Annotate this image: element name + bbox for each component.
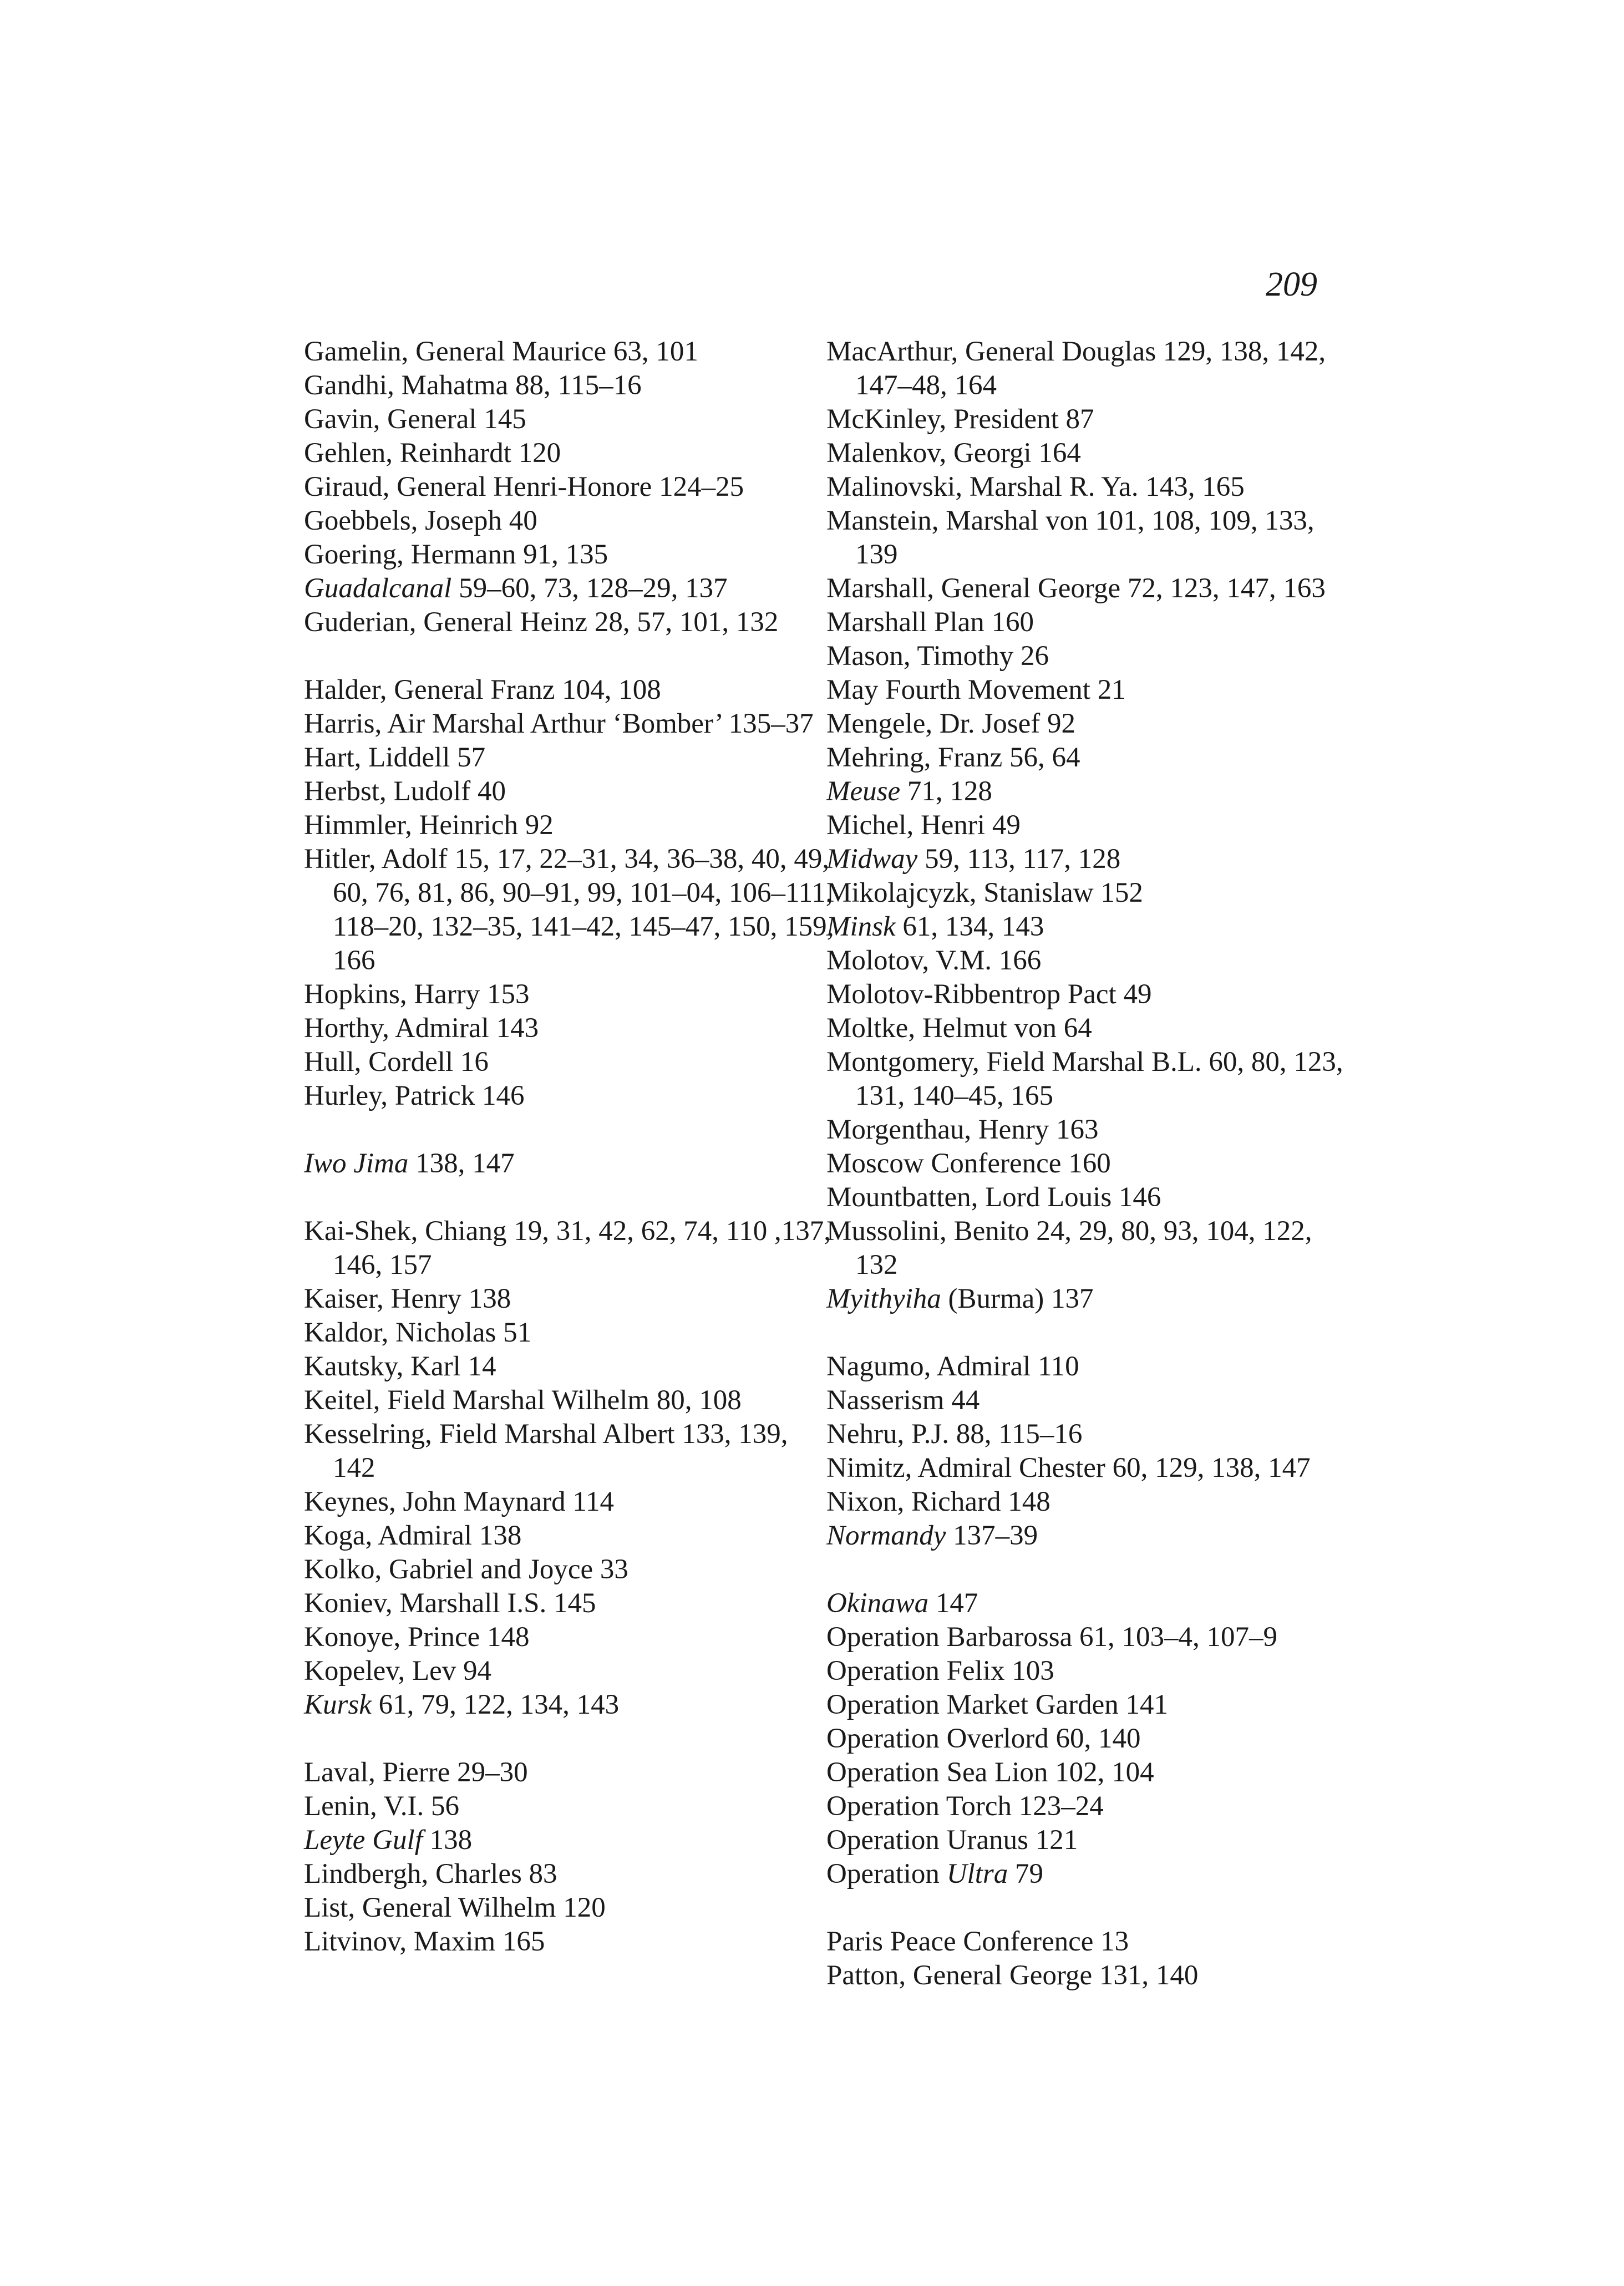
entry-text: Operation Uranus 121 bbox=[826, 1825, 1078, 1856]
entry-text: 61, 79, 122, 134, 143 bbox=[371, 1689, 620, 1720]
entry-text: Guderian, General Heinz 28, 57, 101, 132 bbox=[304, 607, 779, 638]
entry-text: Nasserism 44 bbox=[826, 1385, 980, 1416]
entry-text: 61, 134, 143 bbox=[895, 911, 1044, 942]
index-entry bbox=[826, 1756, 1359, 1790]
index-entry bbox=[304, 1925, 836, 1959]
index-entry bbox=[304, 403, 836, 436]
index-entry bbox=[304, 1384, 836, 1418]
entry-text: Hopkins, Harry 153 bbox=[304, 979, 530, 1010]
index-entry bbox=[826, 1790, 1359, 1823]
index-entry bbox=[304, 1079, 836, 1113]
index-entry bbox=[304, 1823, 836, 1857]
index-entry bbox=[826, 606, 1359, 639]
index-entry bbox=[304, 1215, 836, 1282]
index-entry bbox=[826, 639, 1359, 673]
index-section-gap bbox=[304, 639, 836, 673]
entry-text: Kautsky, Karl 14 bbox=[304, 1351, 496, 1382]
index-entry bbox=[304, 436, 836, 470]
index-entry bbox=[826, 403, 1359, 436]
entry-text: Kai-Shek, Chiang 19, 31, 42, 62, 74, 110 ,137, 146, 157 bbox=[304, 1216, 831, 1281]
entry-pages: 79 bbox=[1008, 1858, 1043, 1889]
entry-italic-term: Guadalcanal bbox=[304, 573, 452, 604]
index-entry bbox=[304, 504, 836, 538]
index-entry bbox=[304, 741, 836, 775]
entry-text: Moscow Conference 160 bbox=[826, 1148, 1111, 1179]
entry-text: Nimitz, Admiral Chester 60, 129, 138, 147 bbox=[826, 1452, 1311, 1484]
entry-italic-term: Kursk bbox=[304, 1689, 372, 1720]
entry-text: Mountbatten, Lord Louis 146 bbox=[826, 1182, 1161, 1213]
entry-text: Gehlen, Reinhardt 120 bbox=[304, 438, 561, 469]
page-number: 209 bbox=[1266, 266, 1317, 303]
entry-italic-term: Okinawa bbox=[826, 1588, 929, 1619]
entry-text: Nixon, Richard 148 bbox=[826, 1486, 1050, 1517]
entry-italic-term: Minsk bbox=[826, 911, 896, 942]
entry-text: Mengele, Dr. Josef 92 bbox=[826, 708, 1075, 739]
entry-text: Moltke, Helmut von 64 bbox=[826, 1013, 1092, 1044]
entry-text: Mussolini, Benito 24, 29, 80, 93, 104, 122, 132 bbox=[826, 1216, 1312, 1281]
index-entry bbox=[826, 1688, 1359, 1722]
index-entry bbox=[304, 470, 836, 504]
entry-text: Operation Overlord 60, 140 bbox=[826, 1723, 1141, 1754]
index-entry bbox=[304, 707, 836, 741]
index-entry bbox=[826, 1045, 1359, 1113]
entry-text: Lenin, V.I. 56 bbox=[304, 1791, 460, 1822]
index-entry bbox=[304, 1620, 836, 1654]
entry-italic-term: Meuse bbox=[826, 776, 901, 807]
index-entry bbox=[826, 470, 1359, 504]
index-entry bbox=[826, 1654, 1359, 1688]
entry-text: Manstein, Marshal von 101, 108, 109, 133, 139 bbox=[826, 505, 1315, 570]
entry-text: Litvinov, Maxim 165 bbox=[304, 1926, 545, 1957]
entry-text: 138, 147 bbox=[408, 1148, 515, 1179]
entry-text: 71, 128 bbox=[900, 776, 992, 807]
index-entry bbox=[826, 1857, 1359, 1891]
index-entry bbox=[304, 1790, 836, 1823]
entry-italic-term: Midway bbox=[826, 844, 918, 875]
entry-text: Operation Sea Lion 102, 104 bbox=[826, 1757, 1154, 1788]
entry-text: Keynes, John Maynard 114 bbox=[304, 1486, 615, 1517]
entry-text: Mehring, Franz 56, 64 bbox=[826, 742, 1080, 773]
index-entry bbox=[826, 842, 1359, 876]
index-entry bbox=[826, 1587, 1359, 1620]
index-entry bbox=[826, 910, 1359, 944]
entry-text: 59, 113, 117, 128 bbox=[917, 844, 1121, 875]
index-entry bbox=[826, 1451, 1359, 1485]
index-entry bbox=[826, 1215, 1359, 1282]
index-entry bbox=[826, 1722, 1359, 1756]
entry-text: MacArthur, General Douglas 129, 138, 142, 147–48, 164 bbox=[826, 336, 1326, 401]
index-entry bbox=[826, 978, 1359, 1012]
entry-text: Nagumo, Admiral 110 bbox=[826, 1351, 1079, 1382]
entry-text: Harris, Air Marshal Arthur ‘Bomber’ 135–37 bbox=[304, 708, 814, 739]
index-section-gap bbox=[826, 1891, 1359, 1925]
entry-text: Himmler, Heinrich 92 bbox=[304, 810, 554, 841]
index-entry bbox=[826, 809, 1359, 842]
index-entry bbox=[826, 1113, 1359, 1147]
entry-text: McKinley, President 87 bbox=[826, 404, 1094, 435]
index-entry bbox=[304, 1756, 836, 1790]
index-entry bbox=[304, 1654, 836, 1688]
index-entry bbox=[826, 436, 1359, 470]
entry-text: Keitel, Field Marshal Wilhelm 80, 108 bbox=[304, 1385, 742, 1416]
index-entry bbox=[826, 1012, 1359, 1045]
index-entry bbox=[826, 1384, 1359, 1418]
index-entry bbox=[826, 673, 1359, 707]
entry-text: Konoye, Prince 148 bbox=[304, 1622, 530, 1653]
index-entry bbox=[826, 775, 1359, 809]
entry-text: Patton, General George 131, 140 bbox=[826, 1960, 1199, 1991]
index-entry bbox=[304, 572, 836, 606]
entry-text: Malenkov, Georgi 164 bbox=[826, 438, 1081, 469]
entry-italic-term: Myithyiha bbox=[826, 1283, 941, 1314]
entry-text: Montgomery, Field Marshal B.L. 60, 80, 123, 131, 140–45, 165 bbox=[826, 1047, 1343, 1111]
entry-text: Gandhi, Mahatma 88, 115–16 bbox=[304, 370, 642, 401]
entry-text: Herbst, Ludolf 40 bbox=[304, 776, 506, 807]
entry-text: Michel, Henri 49 bbox=[826, 810, 1021, 841]
entry-text: Mason, Timothy 26 bbox=[826, 641, 1049, 672]
entry-text: Gavin, General 145 bbox=[304, 404, 526, 435]
index-entry bbox=[826, 1519, 1359, 1553]
entry-text: Kesselring, Field Marshal Albert 133, 139, 142 bbox=[304, 1419, 788, 1484]
index-entry bbox=[826, 504, 1359, 572]
entry-text: Giraud, General Henri-Honore 124–25 bbox=[304, 471, 744, 502]
index-entry bbox=[826, 876, 1359, 910]
entry-text: Malinovski, Marshal R. Ya. 143, 165 bbox=[826, 471, 1245, 502]
entry-term: Operation bbox=[826, 1858, 947, 1889]
index-entry bbox=[304, 1519, 836, 1553]
entry-text: Laval, Pierre 29–30 bbox=[304, 1757, 528, 1788]
index-entry bbox=[826, 572, 1359, 606]
index-entry bbox=[826, 1282, 1359, 1316]
index-entry bbox=[826, 1147, 1359, 1181]
index-entry bbox=[826, 1181, 1359, 1215]
index-section-gap bbox=[826, 1553, 1359, 1587]
entry-text: Hart, Liddell 57 bbox=[304, 742, 486, 773]
index-entry bbox=[826, 1925, 1359, 1959]
index-entry bbox=[304, 842, 836, 978]
entry-text: Operation Torch 123–24 bbox=[826, 1791, 1104, 1822]
index-column-right bbox=[826, 335, 1359, 1993]
index-entry bbox=[304, 1012, 836, 1045]
index-column-left bbox=[304, 335, 836, 1959]
index-section-gap bbox=[304, 1722, 836, 1756]
entry-italic-term: Normandy bbox=[826, 1520, 946, 1551]
index-entry bbox=[304, 1350, 836, 1384]
index-entry bbox=[826, 1620, 1359, 1654]
index-entry bbox=[826, 944, 1359, 978]
index-entry bbox=[826, 707, 1359, 741]
entry-text: Goebbels, Joseph 40 bbox=[304, 505, 537, 536]
entry-text: Operation Market Garden 141 bbox=[826, 1689, 1169, 1720]
entry-text: Halder, General Franz 104, 108 bbox=[304, 674, 661, 705]
entry-text: Kolko, Gabriel and Joyce 33 bbox=[304, 1554, 628, 1585]
entry-italic-term: Iwo Jima bbox=[304, 1148, 409, 1179]
entry-text: Morgenthau, Henry 163 bbox=[826, 1114, 1099, 1145]
index-entry bbox=[304, 1688, 836, 1722]
entry-text: Marshall Plan 160 bbox=[826, 607, 1034, 638]
index-entry bbox=[304, 1891, 836, 1925]
entry-italic-term: Leyte Gulf bbox=[304, 1825, 423, 1856]
entry-text: Hull, Cordell 16 bbox=[304, 1047, 489, 1078]
index-section-gap bbox=[826, 1316, 1359, 1350]
index-entry bbox=[304, 606, 836, 639]
index-entry bbox=[304, 1587, 836, 1620]
index-entry bbox=[304, 1857, 836, 1891]
index-entry bbox=[826, 1823, 1359, 1857]
entry-text: List, General Wilhelm 120 bbox=[304, 1892, 606, 1923]
entry-text: Gamelin, General Maurice 63, 101 bbox=[304, 336, 698, 367]
index-section-gap bbox=[304, 1181, 836, 1215]
index-entry bbox=[304, 1147, 836, 1181]
entry-text: Paris Peace Conference 13 bbox=[826, 1926, 1129, 1957]
entry-text: Lindbergh, Charles 83 bbox=[304, 1858, 557, 1889]
entry-italic-term: Ultra bbox=[946, 1858, 1008, 1889]
entry-text: Mikolajcyzk, Stanislaw 152 bbox=[826, 877, 1143, 908]
entry-text: Marshall, General George 72, 123, 147, 163 bbox=[826, 573, 1326, 604]
index-entry bbox=[304, 1316, 836, 1350]
index-entry bbox=[304, 1045, 836, 1079]
entry-text: 138 bbox=[422, 1825, 473, 1856]
index-entry bbox=[304, 775, 836, 809]
entry-text: Goering, Hermann 91, 135 bbox=[304, 539, 608, 570]
index-entry bbox=[304, 538, 836, 572]
index-entry bbox=[826, 1350, 1359, 1384]
index-entry bbox=[826, 1485, 1359, 1519]
entry-text: Kopelev, Lev 94 bbox=[304, 1655, 491, 1686]
index-entry bbox=[304, 369, 836, 403]
entry-text: (Burma) 137 bbox=[941, 1283, 1094, 1314]
index-entry bbox=[304, 335, 836, 369]
index-entry bbox=[826, 1959, 1359, 1993]
index-entry bbox=[304, 1485, 836, 1519]
entry-text: Koga, Admiral 138 bbox=[304, 1520, 522, 1551]
index-entry bbox=[826, 1418, 1359, 1451]
entry-text: 59–60, 73, 128–29, 137 bbox=[451, 573, 728, 604]
entry-text: Molotov-Ribbentrop Pact 49 bbox=[826, 979, 1152, 1010]
index-entry bbox=[304, 978, 836, 1012]
entry-text: 147 bbox=[928, 1588, 978, 1619]
entry-text: Operation Barbarossa 61, 103–4, 107–9 bbox=[826, 1622, 1278, 1653]
entry-text: Hurley, Patrick 146 bbox=[304, 1080, 525, 1111]
entry-text: Molotov, V.M. 166 bbox=[826, 945, 1042, 976]
entry-text: Kaiser, Henry 138 bbox=[304, 1283, 511, 1314]
index-entry bbox=[304, 809, 836, 842]
index-entry bbox=[304, 673, 836, 707]
entry-text: Kaldor, Nicholas 51 bbox=[304, 1317, 532, 1348]
entry-text: May Fourth Movement 21 bbox=[826, 674, 1126, 705]
index-entry bbox=[826, 335, 1359, 403]
index-entry bbox=[304, 1418, 836, 1485]
index-entry bbox=[304, 1553, 836, 1587]
entry-text: Hitler, Adolf 15, 17, 22–31, 34, 36–38, 40, 49, 60, 76, 81, 86, 90–91, 99, 101–04, 106–111, 118–20, 132–35, 141–42, 145–47, 150, 159, 166 bbox=[304, 844, 834, 976]
entry-text: Koniev, Marshall I.S. 145 bbox=[304, 1588, 596, 1619]
index-entry bbox=[304, 1282, 836, 1316]
index-entry bbox=[826, 741, 1359, 775]
entry-text: Nehru, P.J. 88, 115–16 bbox=[826, 1419, 1083, 1450]
entry-text: Horthy, Admiral 143 bbox=[304, 1013, 539, 1044]
entry-text: 137–39 bbox=[946, 1520, 1038, 1551]
index-section-gap bbox=[304, 1113, 836, 1147]
entry-text: Operation Felix 103 bbox=[826, 1655, 1054, 1686]
